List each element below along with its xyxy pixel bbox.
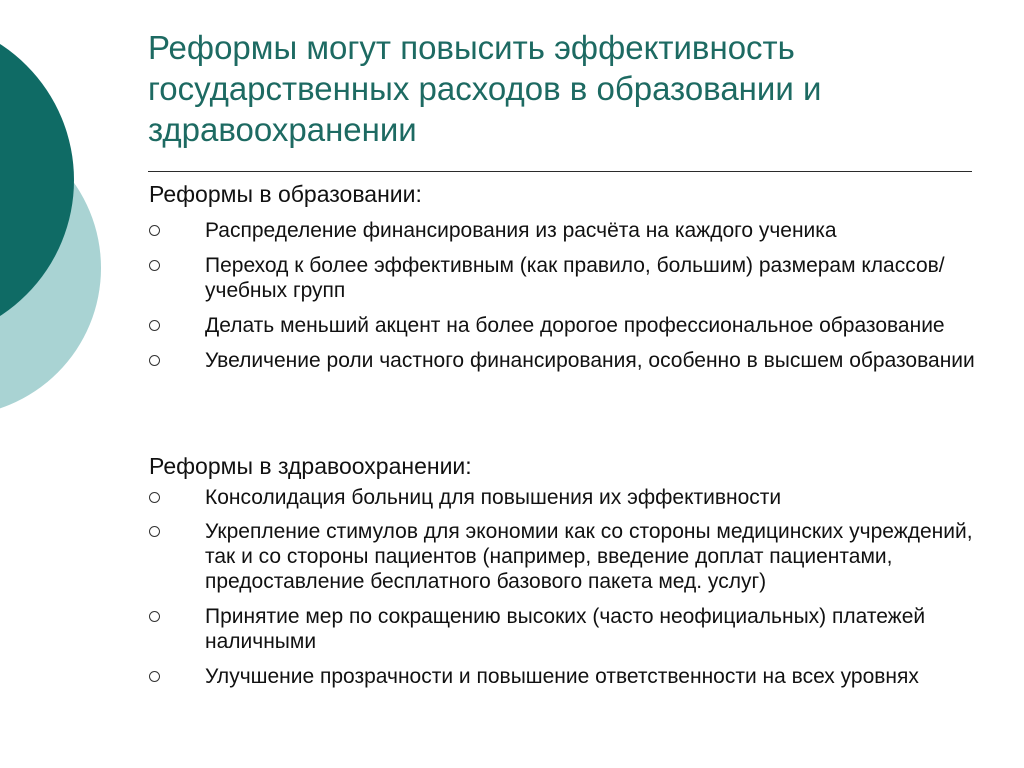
slide-title-line: Реформы могут повысить эффективность bbox=[148, 29, 795, 66]
healthcare-bullet-list bbox=[149, 485, 999, 689]
bullet-item bbox=[149, 218, 999, 243]
bullet-text: Делать меньший акцент на более дорогое профессиональное образование bbox=[205, 314, 945, 337]
hollow-circle-bullet-icon bbox=[149, 225, 160, 236]
hollow-circle-bullet-icon bbox=[149, 355, 160, 366]
hollow-circle-bullet-icon bbox=[149, 611, 160, 622]
hollow-circle-bullet-icon bbox=[149, 526, 160, 537]
healthcare-section-heading: Реформы в здравоохранении: bbox=[149, 453, 472, 479]
bullet-text: Укрепление стимулов для экономии как со стороны медицинских учреждений, так и со стороны пациентов (например, введение доплат пациентами, предоставление бесплатного базового пакета мед. услуг) bbox=[205, 520, 973, 593]
bullet-item bbox=[149, 348, 999, 373]
hollow-circle-bullet-icon bbox=[149, 671, 160, 682]
bullet-text: Принятие мер по сокращению высоких (часто неофициальных) платежей наличными bbox=[205, 605, 926, 653]
education-bullet-list bbox=[149, 218, 999, 373]
education-section-heading: Реформы в образовании: bbox=[149, 181, 422, 207]
bullet-text: Увеличение роли частного финансирования, особенно в высшем образовании bbox=[205, 349, 975, 372]
hollow-circle-bullet-icon bbox=[149, 492, 160, 503]
hollow-circle-bullet-icon bbox=[149, 320, 160, 331]
bullet-text: Распределение финансирования из расчёта на каждого ученика bbox=[205, 219, 837, 242]
hollow-circle-bullet-icon bbox=[149, 260, 160, 271]
slide-title bbox=[148, 27, 988, 150]
bullet-text: Переход к более эффективным (как правило, большим) размерам классов/учебных групп bbox=[205, 254, 945, 302]
bullet-item bbox=[149, 664, 999, 689]
bullet-text: Консолидация больниц для повышения их эффективности bbox=[205, 486, 782, 509]
bullet-item bbox=[149, 604, 999, 654]
title-divider bbox=[148, 171, 972, 172]
bullet-item bbox=[149, 485, 999, 510]
bullet-item bbox=[149, 313, 999, 338]
bullet-text: Улучшение прозрачности и повышение ответственности на всех уровнях bbox=[205, 665, 919, 688]
bullet-item bbox=[149, 519, 999, 594]
slide-title-line: государственных расходов в образовании и bbox=[148, 70, 822, 107]
slide-title-line: здравоохранении bbox=[148, 111, 417, 148]
bullet-item bbox=[149, 253, 999, 303]
